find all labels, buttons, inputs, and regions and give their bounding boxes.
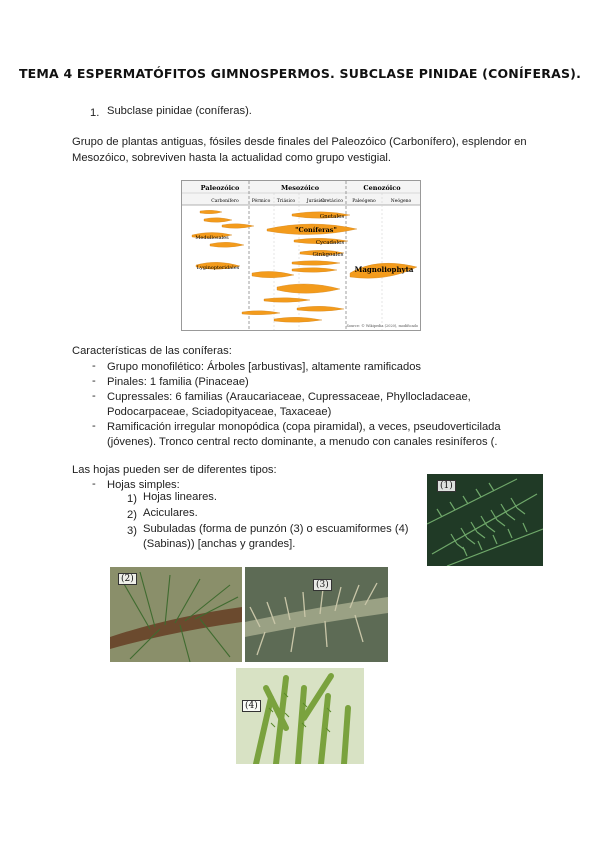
photo-linear-leaves [427,474,543,566]
lineage-label: Ginkgoales [312,252,344,258]
bullet-dash: - [92,390,96,402]
period-label: Jurásico [306,199,326,204]
period-label: Carbonífero [211,199,239,204]
leaf-type: Aciculares. [143,507,198,519]
era-label: Cenozóico [363,184,401,192]
leaves-heading: Las hojas pueden ser de diferentes tipos: [72,464,277,476]
period-label: Pérmico [251,199,271,204]
characteristic-item: Pinales: 1 familia (Pinaceae) [107,376,249,388]
section-number: 1. [90,107,100,119]
lineage-label: Lyginopteridales [196,265,240,271]
intro-line-2: Mesozóico, sobreviven hasta la actualidad como grupo vestigial. [72,152,392,164]
lineage-label: Magnoliophyta [354,265,414,274]
period-label: Paleógeno [352,199,376,204]
characteristics-heading: Características de las coníferas: [72,345,232,357]
characteristic-item-cont: (jóvenes). Tronco central recto dominante, a menudo con canales resiníferos (. [107,436,498,448]
page-title: TEMA 4 ESPERMATÓFITOS GIMNOSPERMOS. SUBCLASE PINIDAE (CONÍFERAS). [18,66,582,81]
period-label: Cretácico [321,199,343,204]
photo-acicular-leaves [110,567,242,662]
characteristic-item: Cupressales: 6 familias (Araucariaceae, Cupressaceae, Phyllocladaceae, [107,391,471,403]
photo-tag: (2) [118,573,137,585]
photo-scale-leaves [236,668,364,764]
bullet-dash: - [92,375,96,387]
characteristic-item: Ramificación irregular monopódica (copa piramidal), a veces, pseudoverticilada [107,421,501,433]
simple-leaves: Hojas simples: [107,479,180,491]
photo-subulate-leaves [245,567,388,662]
leaf-type: Subuladas (forma de punzón (3) o escuamiformes (4) [143,523,409,535]
characteristic-item-cont: Podocarpaceae, Sciadopityaceae, Taxaceae) [107,406,332,418]
bullet-dash: - [92,420,96,432]
leaf-type: Hojas lineares. [143,491,217,503]
lineage-label: "Coníferas" [295,226,337,234]
scale-leaves-image [236,668,364,764]
period-label: Triásico [276,199,296,204]
intro-line-1: Grupo de plantas antiguas, fósiles desde finales del Paleozóico (Carbonífero), esplendor en [72,136,527,148]
leaf-type-number: 1) [127,493,137,505]
chart-credit: Source: © Wikipedia (2020), modificado [346,324,418,328]
photo-tag: (1) [437,480,456,492]
leaf-type-cont: (Sabinas)) [anchas y grandes]. [143,538,296,550]
leaf-type-number: 2) [127,509,137,521]
lineage-label: Cycadales [315,240,345,246]
lineage-label: Medullosales [195,235,229,241]
section-heading: Subclase pinidae (coníferas). [107,105,252,117]
period-label: Neógeno [390,199,412,204]
lineage-label: Gnetales [319,214,345,220]
era-label: Paleozóico [200,184,240,192]
bullet-dash: - [92,478,96,490]
characteristic-item: Grupo monofilético: Árboles [arbustivas], altamente ramificados [107,361,422,373]
photo-tag: (4) [242,700,261,712]
leaf-type-number: 3) [127,525,137,537]
era-label: Mesozóico [280,184,320,192]
bullet-dash: - [92,360,96,372]
phylogeny-chart [181,180,421,331]
phylogeny-svg [182,181,420,330]
photo-tag: (3) [313,579,332,591]
